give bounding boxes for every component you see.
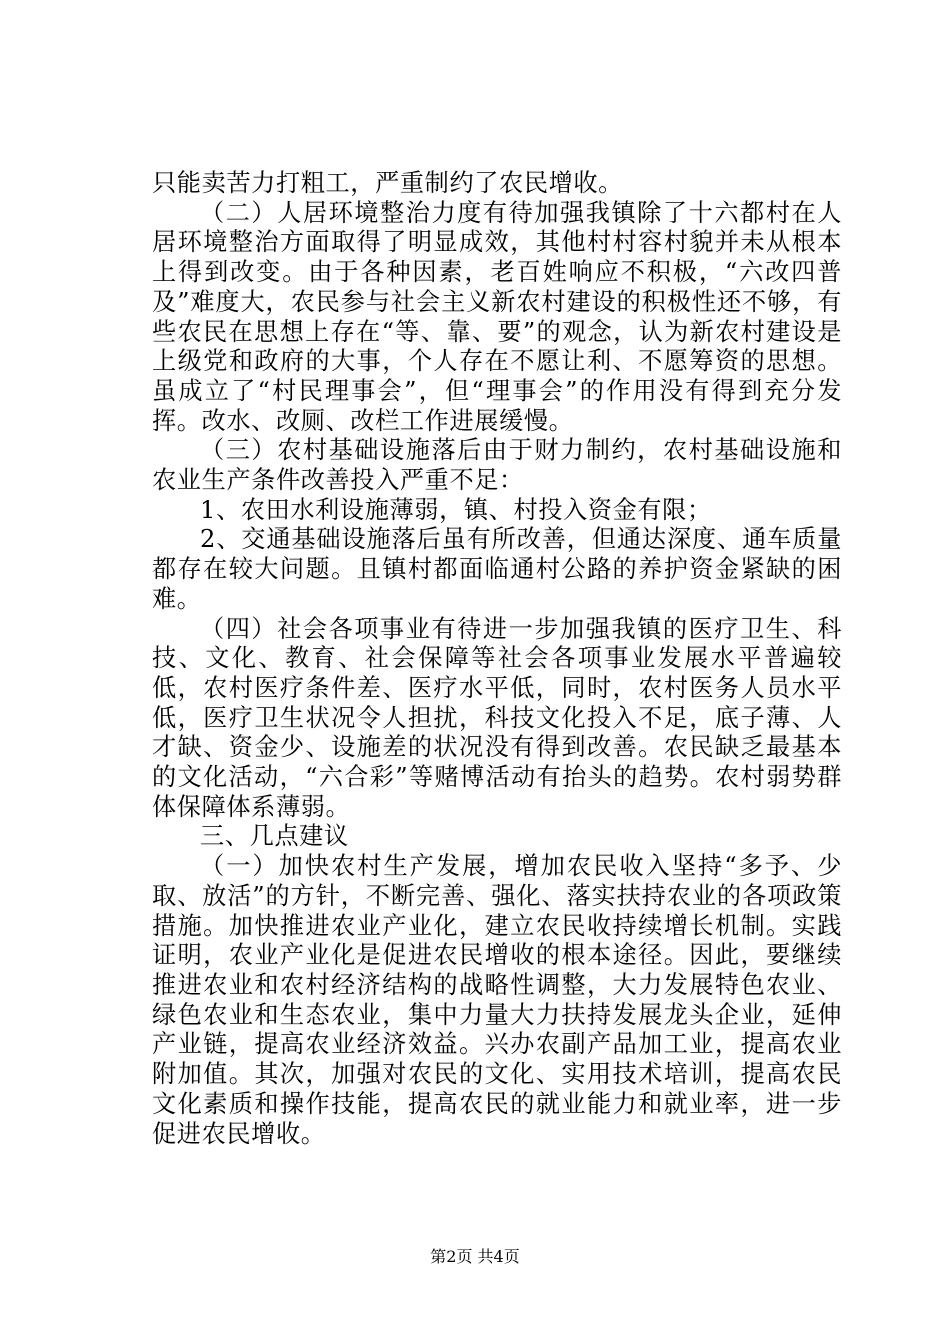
- paragraph-item-2: 2、交通基础设施落后虽有所改善，但通达深度、通车质量都存在较大问题。且镇村都面临通村公路的养护资金紧缺的困难。: [152, 525, 842, 613]
- document-body: [152, 169, 842, 1149]
- paragraph-item-1: 1、农田水利设施薄弱，镇、村投入资金有限；: [200, 495, 712, 524]
- paragraph-continuation: 只能卖苦力打粗工，严重制约了农民增收。: [152, 169, 623, 197]
- paragraph-suggestion-1: （一）加快农村生产发展，增加农民收入坚持“多予、少取、放活”的方针，不断完善、强化、落实扶持农业的各项政策措施。加快推进农业产业化，建立农民收持续增长机制。实践证明，农业产业化是促进农民增收的根本途径。因此，要继续推进农业和农村经济结构的战略性调整，大力发展特色农业、绿色农业和生态农业，集中力量大力扶持发展龙头企业，延伸产业链，提高农业经济效益。兴办农副产品加工业，提高农业附加值。其次，加强对农民的文化、实用技术培训，提高农民文化素质和操作技能，提高农民的就业能力和就业率，进一步促进农民增收。: [152, 852, 842, 1148]
- paragraph-section-3: （三）农村基础设施落后由于财力制约，农村基础设施和农业生产条件改善投入严重不足：: [152, 436, 842, 495]
- page-number-footer: 第2页 共4页: [430, 1247, 520, 1266]
- paragraph-section-4: （四）社会各项事业有待进一步加强我镇的医疗卫生、科技、文化、教育、社会保障等社会各项事业发展水平普遍较低，农村医疗条件差、医疗水平低，同时，农村医务人员水平低，医疗卫生状况令人担扰，科技文化投入不足，底子薄、人才缺、资金少、设施差的状况没有得到改善。农民缺乏最基本的文化活动，“六合彩”等赌博活动有抬头的趋势。农村弱势群体保障体系薄弱。: [152, 614, 842, 821]
- paragraph-section-2: （二）人居环境整治力度有待加强我镇除了十六都村在人居环境整治方面取得了明显成效，其他村村容村貌并未从根本上得到改变。由于各种因素，老百姓响应不积极，“六改四普及”难度大，农民参与社会主义新农村建设的积极性还不够，有些农民在思想上存在“等、靠、要”的观念，认为新农村建设是上级党和政府的大事，个人存在不愿让利、不愿筹资的思想。虽成立了“村民理事会”，但“理事会”的作用没有得到充分发挥。改水、改厕、改栏工作进展缓慢。: [152, 198, 842, 435]
- heading-suggestions: 三、几点建议: [200, 822, 349, 851]
